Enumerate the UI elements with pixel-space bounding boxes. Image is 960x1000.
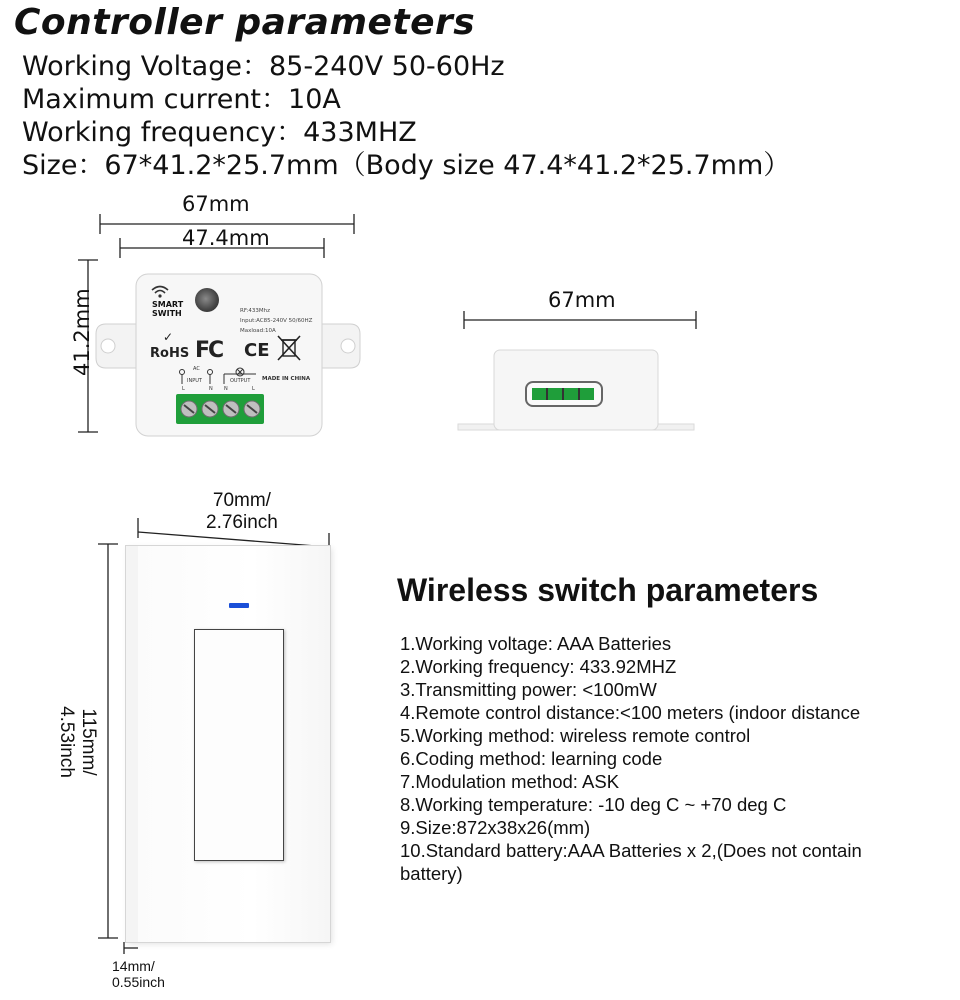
weee-bin-icon [276,334,302,362]
wireless-title: Wireless switch parameters [397,572,819,608]
ac-label: AC [193,366,200,372]
controller-device-side [456,348,696,432]
dim-total-length: 67mm [182,192,250,216]
spec-working-frequency: Working frequency：433MHZ [22,117,417,148]
list-item: 10.Standard battery:AAA Batteries x 2,(Does not contain battery) [400,840,862,884]
dim-height: 41.2mm [70,288,94,376]
dim-switch-height [55,687,99,797]
output-label: OUTPUT [230,378,251,384]
made-in-label: MADE IN CHINA [262,376,311,382]
list-item: 4.Remote control distance:<100 meters (indoor distance [400,702,861,723]
brand-line-1: SMART [152,300,184,309]
terminal-l2-label: L [252,386,255,392]
led-indicator [229,603,249,608]
check-mark-icon: ✓ [163,330,174,344]
list-item: 6.Coding method: learning code [400,748,663,769]
rohs-logo: RoHS [150,346,190,361]
list-item: 7.Modulation method: ASK [400,771,620,792]
list-item: 9.Size:872x38x26(mm) [400,817,591,838]
dim-side-length: 67mm [548,288,616,312]
terminal-n1-label: N [209,386,213,392]
dim-body-length: 47.4mm [182,226,270,250]
dim-switch-width [206,490,278,534]
learn-button [195,288,219,312]
controller-title: Controller parameters [14,2,476,43]
device-info-input: Input:AC85-240V 50/60HZ [240,318,313,324]
rocker-button [194,629,284,861]
brand-label [152,300,183,318]
dim-switch-height-mm: 115mm/ [78,708,99,776]
terminal-l1-label: L [182,386,185,392]
dim-switch-depth [112,958,165,990]
list-item: 3.Transmitting power: <100mW [400,679,657,700]
fc-logo: FC [195,338,223,363]
list-item: 5.Working method: wireless remote control [400,725,751,746]
dim-switch-depth-mm: 14mm/ [112,958,155,974]
ce-logo: CE [244,340,270,361]
wireless-spec-list [400,632,870,885]
list-item: 1.Working voltage: AAA Batteries [400,633,672,654]
terminal-block [176,394,264,424]
spec-size: Size：67*41.2*25.7mm（Body size 47.4*41.2*25.7mm） [22,150,791,181]
device-info-rf: RF:433Mhz [240,308,271,314]
list-item: 8.Working temperature: -10 deg C ~ +70 deg C [400,794,787,815]
input-label: INPUT [187,378,202,384]
spec-working-voltage: Working Voltage：85-240V 50-60Hz [22,51,505,82]
list-item: 2.Working frequency: 433.92MHZ [400,656,677,677]
dim-switch-depth-inch: 0.55inch [112,974,165,990]
wifi-icon [150,284,170,298]
dim-switch-width-mm: 70mm/ [212,490,271,511]
device-info [240,306,312,336]
brand-line-2: SWITH [152,309,182,318]
dim-switch-width-inch: 2.76inch [206,512,278,533]
terminal-n2-label: N [224,386,228,392]
dim-switch-height-inch: 4.53inch [56,706,77,778]
spec-maximum-current: Maximum current：10A [22,84,341,115]
device-info-maxload: Maxload:10A [240,328,276,334]
